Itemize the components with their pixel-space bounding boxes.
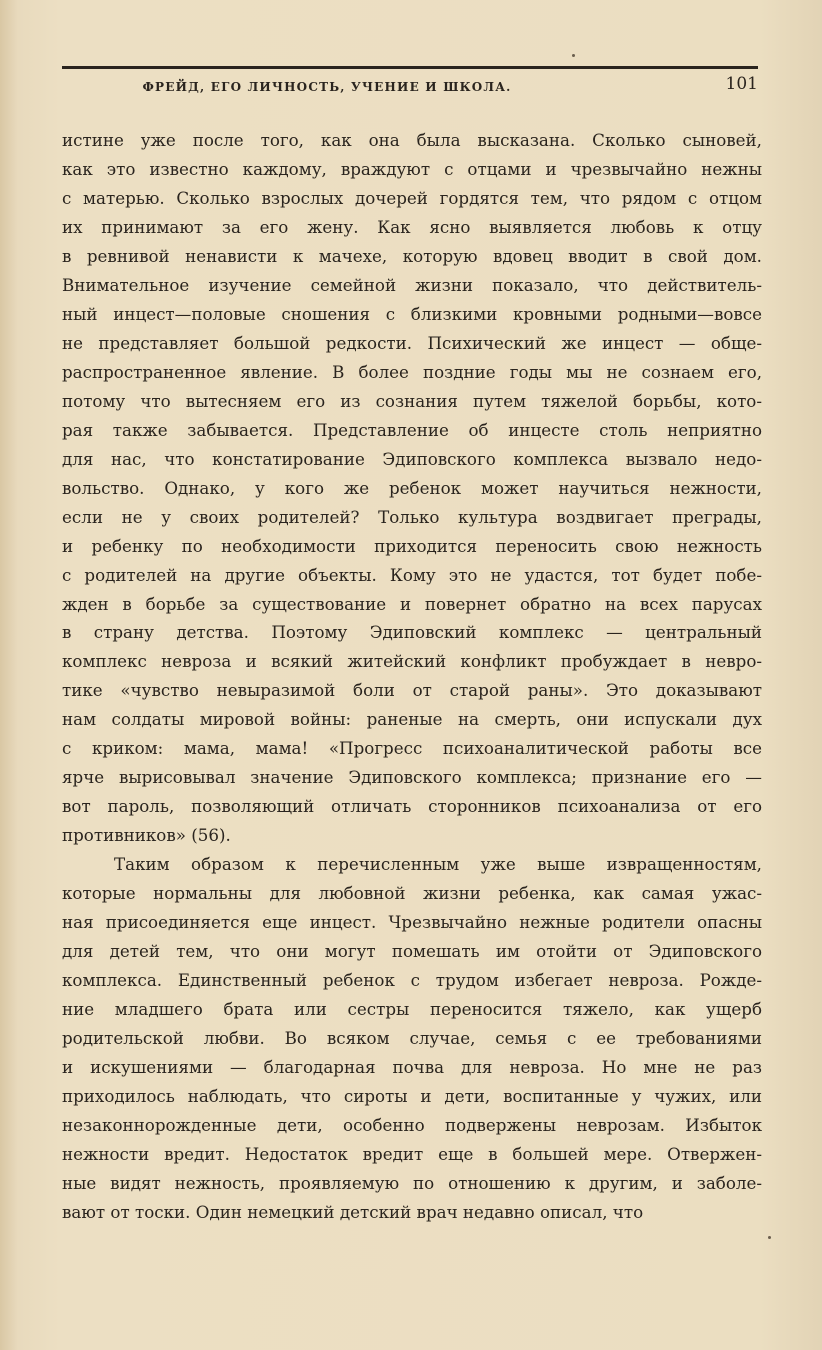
text-line: с криком: мама, мама! «Прогресс психоаналитической работы все [62, 738, 762, 759]
text-line: и ребенку по необходимости приходится переносить свою нежность [62, 535, 762, 556]
text-line: рая также забывается. Представление об инцесте столь неприятно [62, 419, 762, 440]
text-line: ярче вырисовывал значение Эдиповского комплекса; признание его — [62, 767, 762, 788]
body-text [62, 126, 762, 1227]
text-line: Внимательное изучение семейной жизни показало, что действитель- [62, 274, 762, 295]
text-line: истине уже после того, как она была высказана. Сколько сыновей, [62, 130, 762, 150]
text-line: вот пароль, позволяющий отличать сторонников психоанализа от его [62, 796, 762, 817]
text-line: ная присоединяется еще инцест. Чрезвычайно нежные родители опасны [62, 912, 762, 933]
text-line: противников» (56). [62, 825, 231, 846]
text-line: вольство. Однако, у кого же ребенок может научиться нежности, [62, 477, 762, 498]
text-line: комплекс невроза и всякий житейский конфликт пробуждает в невро- [62, 651, 762, 672]
text-line: ные видят нежность, проявляемую по отношению к другим, и заболе- [62, 1172, 762, 1193]
text-line: родительской любви. Во всяком случае, семья с ее требованиями [62, 1028, 762, 1049]
text-line: вают от тоски. Один немецкий детский врач недавно описал, что [62, 1201, 644, 1222]
text-line: с матерью. Сколько взрослых дочерей гордятся тем, что рядом с отцом [62, 187, 762, 208]
text-line: в страну детства. Поэтому Эдиповский комплекс — центральный [62, 622, 762, 643]
text-line: и искушениями — благодарная почва для невроза. Но мне не раз [62, 1057, 762, 1077]
text-line: не представляет большой редкости. Психический же инцест — обще- [62, 332, 762, 353]
text-line: как это известно каждому, враждуют с отцами и чрезвычайно нежны [62, 158, 762, 179]
text-line: незаконнорожденные дети, особенно подвержены неврозам. Избыток [62, 1114, 762, 1135]
text-line: если не у своих родителей? Только культура воздвигает преграды, [62, 506, 762, 527]
text-line: распространенное явление. В более поздние годы мы не сознаем его, [62, 361, 762, 382]
text-line: приходилось наблюдать, что сироты и дети, воспитанные у чужих, или [62, 1085, 762, 1106]
text-line: тике «чувство невыразимой боли от старой раны». Это доказывают [62, 680, 762, 701]
text-line: нежности вредит. Недостаток вредит еще в большей мере. Отвержен- [62, 1143, 762, 1164]
paper-speck [572, 54, 575, 57]
text-line: их принимают за его жену. Как ясно выявляется любовь к отцу [62, 216, 762, 237]
text-line: которые нормальны для любовной жизни ребенка, как самая ужас- [62, 883, 762, 904]
running-head: ФРЕЙД, ЕГО ЛИЧНОСТЬ, УЧЕНИЕ И ШКОЛА. [142, 80, 512, 94]
page-number: 101 [725, 74, 758, 94]
text-line: ный инцест—половые сношения с близкими кровными родными—вовсе [62, 303, 762, 324]
paragraph [62, 850, 762, 1227]
header-rule [62, 66, 758, 69]
paragraph [62, 126, 762, 850]
text-line: в ревнивой ненависти к мачехе, которую вдовец вводит в свой дом. [62, 245, 762, 266]
text-line: жден в борьбе за существование и повернет обратно на всех парусах [62, 593, 762, 614]
text-line: с родителей на другие объекты. Кому это не удастся, тот будет побе- [62, 564, 762, 585]
text-line: ние младшего брата или сестры переносится тяжело, как ущерб [62, 999, 762, 1020]
text-line: комплекса. Единственный ребенок с трудом избегает невроза. Рожде- [62, 970, 762, 991]
text-line: для нас, что констатирование Эдиповского комплекса вызвало недо- [62, 448, 762, 469]
text-line: нам солдаты мировой войны: раненые на смерть, они испускали дух [62, 709, 762, 730]
paper-speck [768, 1236, 771, 1239]
text-line: для детей тем, что они могут помешать им отойти от Эдиповского [62, 941, 762, 962]
text-line: потому что вытесняем его из сознания путем тяжелой борьбы, кото- [62, 390, 762, 411]
text-line: Таким образом к перечисленным уже выше извращенностям, [114, 854, 762, 875]
